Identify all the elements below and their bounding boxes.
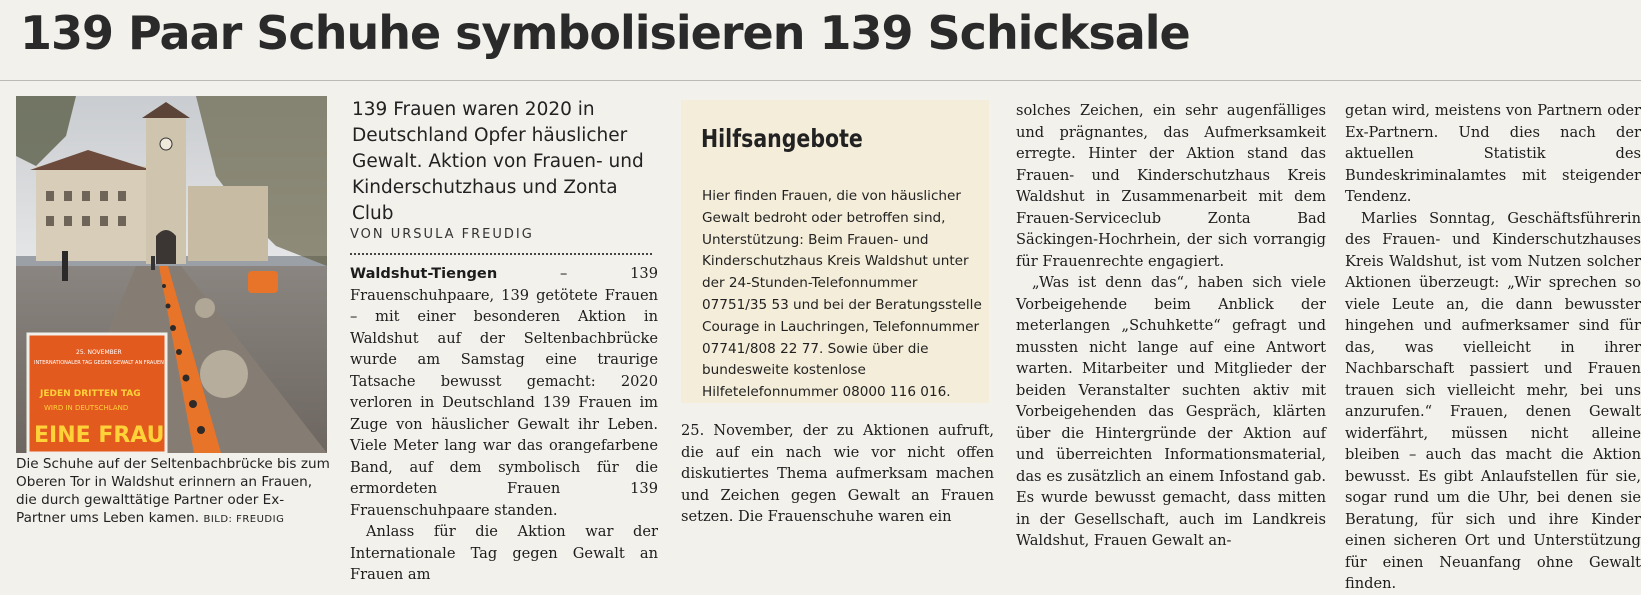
article-paragraph: getan wird, meistens von Partnern oder Ex-Partnern. Und dies nach der aktuellen Statistik des Bundeskriminalamtes mit steigender Tendenz. (1345, 102, 1641, 205)
help-infobox (681, 100, 989, 403)
photo-stone-ball (195, 298, 215, 318)
article-photo (16, 96, 327, 453)
photo-caption (16, 455, 332, 529)
article-paragraph: „Was ist denn das“, haben sich viele Vorbeigehende beim Anblick der meterlangen „Schuhkette“ gefragt und mussten nicht lange auf eine Antwort warten. Mitarbeiter und Mitglieder der beiden Veranstalter suchten aktiv mit Vorbeigehenden das Gespräch, klärten über die Hintergründe der Aktion auf und überreichten Informationsmaterial, das es zusätzlich an einem Infostand gab. Es wurde bewusst gemacht, dass mitten in der Gesellschaft, auch im Landkreis Waldshut, Frauen Gewalt an- (1016, 274, 1326, 549)
banner-subtitle: INTERNATIONALER TAG GEGEN GEWALT AN FRAUEN (34, 360, 164, 366)
photo-orange-barrier (248, 271, 278, 293)
photo-tower-gate (156, 230, 176, 264)
photo-banner (28, 334, 166, 453)
photo-caption-text: Die Schuhe auf der Seltenbachbrücke bis zum Oberen Tor in Waldshut erinnern an Frauen, die durch gewalttätige Partner oder Ex-Partner ums Leben kamen. (16, 456, 330, 526)
article-column-4 (1345, 100, 1641, 592)
banner-line-c: EINE FRAU (34, 423, 165, 448)
photo-tower-clock (160, 138, 172, 150)
article-paragraph: 25. November, der zu Aktionen aufruft, die auf ein nach wie vor nicht offen diskutiertes Thema aufmerksam machen und Zeichen gegen Gewalt an Frauen setzen. Die Frauenschuhe waren ein (681, 422, 994, 525)
article-paragraph: Marlies Sonntag, Geschäftsführerin des Frauen- und Kinderschutzhauses Kreis Waldshut, ist vom Nutzen solcher Aktionen überzeugt: „Wir sprechen so viele Leute an, die dann bewusster hingehen und aufmerksamer sind für das, was vielleicht in ihrer Nachbarschaft passiert und Frauen trauen sich vielleicht mehr, bei uns anzurufen.“ Frauen, denen Gewalt widerfährt, müssen nicht alleine bleiben – auch das macht die Aktion bewusst. Es gibt Anlaufstellen für sie, sogar rund um die Uhr, bei denen sie Beratung, für sich und ihre Kinder einen sicheren Ort und Unterstützung für einen Neuanfang ohne Gewalt finden. (1345, 209, 1641, 592)
photo-person (151, 256, 155, 270)
photo-stone-ball (200, 350, 248, 398)
article-paragraph-lead (350, 263, 658, 521)
article-paragraph: solches Zeichen, ein sehr augenfälliges und prägnantes, das Aufmerksamkeit erregte. Hinter der Aktion stand das Frauen- und Kinderschutzhaus Kreis Waldshut in Zusammenarbeit mit dem Frauen-Serviceclub Zonta Bad Säckingen-Hochrhein, der sich vorrangig für Frauenrechte engagiert. (1016, 102, 1326, 270)
photo-building-left (36, 166, 146, 261)
banner-line-a: JEDEN DRITTEN TAG (40, 389, 141, 399)
banner-line-b: WIRD IN DEUTSCHLAND (44, 404, 129, 412)
article-paragraph: Anlass für die Aktion war der Internationale Tag gegen Gewalt an Frauen am (350, 523, 658, 583)
article-lead-text: – 139 Frauenschuhpaare, 139 getötete Frauen – mit einer besonderen Aktion in Waldshut auf der Seltenbachbrücke wurde am Samstag eine traurige Tatsache bewusst gemacht: 2020 verloren in Deutschland 139 Frauen im Zuge von häuslicher Gewalt ihr Leben. Viele Meter lang war das orangefarbene Band, auf dem symbolisch für die ermordeten Frauen 139 Frauenschuhpaare standen. (350, 265, 658, 519)
article-subheadline: 139 Frauen waren 2020 in Deutschland Opfer häuslicher Gewalt. Aktion von Frauen- und Kinderschutzhaus und Zonta Club (352, 99, 644, 224)
infobox-title: Hilfsangebote (701, 124, 863, 153)
photo-person (62, 251, 68, 281)
top-divider (0, 80, 1641, 81)
photo-credit: BILD: FREUDIG (203, 514, 285, 525)
article-dateline: Waldshut-Tiengen (350, 265, 498, 282)
banner-date: 25. NOVEMBER (76, 349, 122, 356)
article-column-3 (1016, 100, 1326, 549)
byline-divider (350, 253, 652, 255)
article-column-1 (350, 263, 658, 583)
photo-building-right (188, 186, 268, 261)
article-column-2 (681, 420, 994, 545)
article-headline: 139 Paar Schuhe symbolisieren 139 Schicksale (20, 6, 1190, 60)
infobox-text: Hier finden Frauen, die von häuslicher Gewalt bedroht oder betroffen sind, Unterstützung: Beim Frauen- und Kinderschutzhaus Kreis Waldshut unter der 24-Stunden-Telefonnummer 07751/35 53 und bei der Beratungsstelle Courage in Lauchringen, Telefonnummer 07741/808 22 77. Sowie über die bundesweite kostenlose Hilfetelefonnummer 08000 116 016. (702, 188, 982, 401)
article-byline: VON URSULA FREUDIG (350, 227, 534, 242)
